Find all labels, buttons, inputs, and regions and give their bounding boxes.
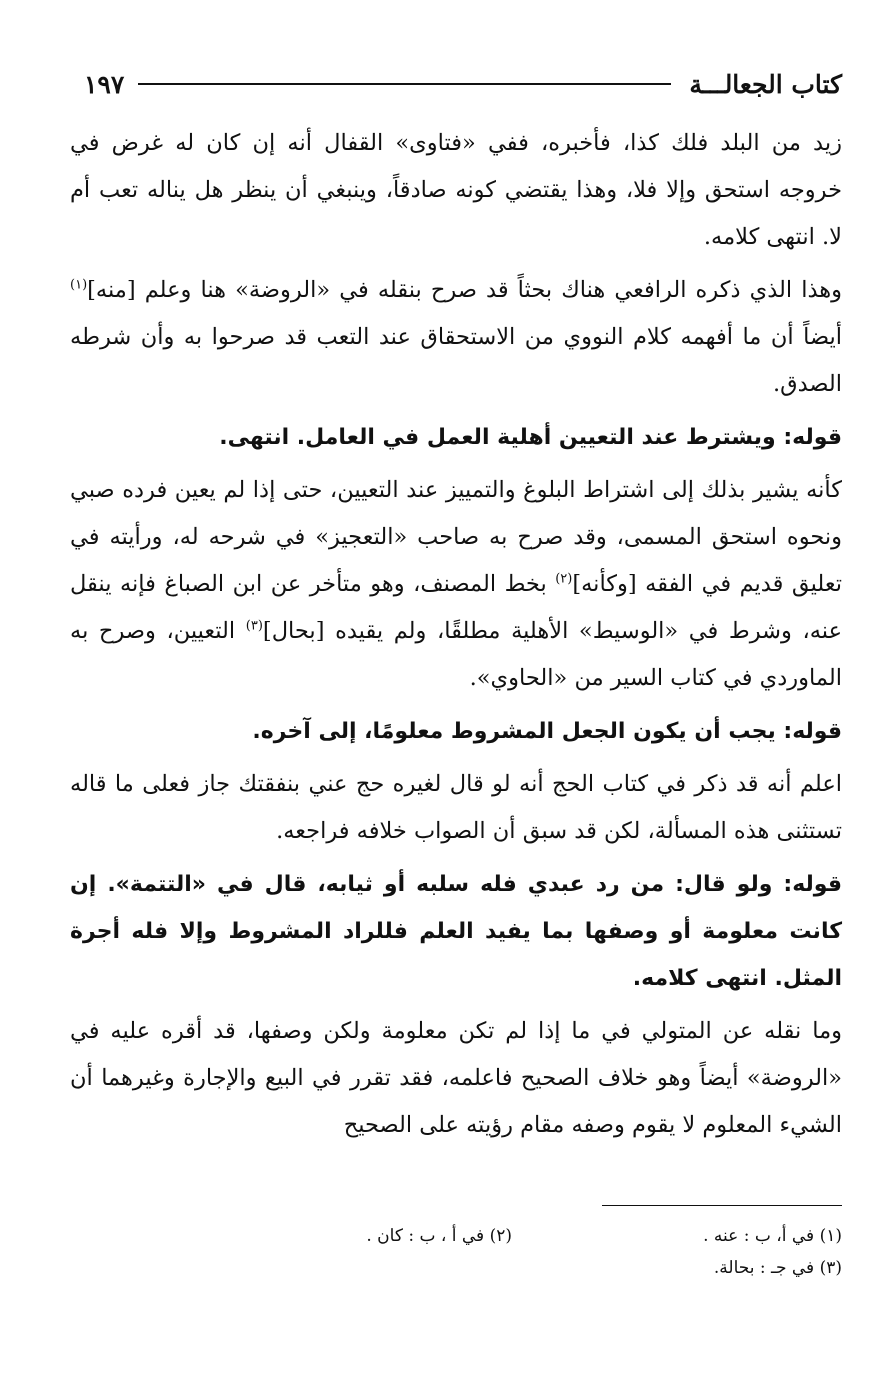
paragraph-text: أيضاً أن ما أفهمه كلام النووي من الاستحقاق عند التعب قد صرحوا به وأن شرطه الصدق.	[70, 324, 842, 397]
running-title: كتاب الجعالـــة	[689, 69, 842, 99]
footnote-2: (٢) في أ ، ب : كان .	[366, 1226, 512, 1246]
footnote-ref-3: (٣)	[245, 618, 263, 634]
paragraph-text: قوله: ولو قال: من رد عبدي فله سلبه أو ثيابه، قال في «التتمة». إن كانت معلومة أو وصفها بما يفيد العلم فللراد المشروط وإلا فله أجرة المثل. انتهى كلامه.	[70, 872, 842, 991]
paragraph-text: اعلم أنه قد ذكر في كتاب الحج أنه لو قال لغيره حج عني بنفقتك جاز فعلى ما قاله تستثنى هذه المسألة، لكن قد سبق أن الصواب خلافه فراجعه.	[70, 771, 842, 844]
footnote-ref-2: (٢)	[555, 571, 573, 587]
paragraph-text: كأنه يشير بذلك إلى اشتراط البلوغ والتمييز عند التعيين، حتى إذا لم يعين فرده صبي ونحوه استحق المسمى، وقد صرح به صاحب «التعجيز» في شرحه له، ورأيته في تعليق قديم في الفقه [وكأنه]	[70, 477, 842, 597]
paragraph-1	[70, 120, 842, 261]
page-number: ١٩٧	[84, 69, 125, 99]
footnotes	[70, 1205, 842, 1284]
header-rule	[138, 83, 671, 85]
footnote-ref-1: (١)	[70, 277, 88, 293]
footnote-rule	[602, 1205, 842, 1206]
paragraph-text: وهذا الذي ذكره الرافعي هناك بحثاً قد صرح بنقله في «الروضة» هنا وعلم [منه]	[87, 277, 842, 303]
footnote-3: (٣) في جـ : بحالة.	[713, 1258, 842, 1278]
paragraph-3	[70, 467, 842, 702]
quoted-heading-1	[70, 414, 842, 461]
paragraph-text: التعيين، وصرح به الماوردي في كتاب السير من «الحاوي».	[70, 618, 842, 691]
quoted-heading-3	[70, 861, 842, 1002]
paragraph-text: زيد من البلد فلك كذا، فأخبره، ففي «فتاوى» القفال أنه إن كان له غرض في خروجه استحق وإلا فلا، وهذا يقتضي كونه صادقاً، وينبغي أن ينظر هل يناله تعب أم لا. انتهى كلامه.	[70, 130, 842, 250]
footnote-row-1	[70, 1220, 842, 1252]
paragraph-text: قوله: ويشترط عند التعيين أهلية العمل في العامل. انتهى.	[219, 425, 842, 450]
page-body	[70, 120, 842, 1149]
paragraph-4	[70, 761, 842, 855]
book-page	[70, 62, 842, 1155]
paragraph-5	[70, 1008, 842, 1149]
paragraph-2	[70, 267, 842, 408]
quoted-heading-2	[70, 708, 842, 755]
paragraph-text: وما نقله عن المتولي في ما إذا لم تكن معلومة ولكن وصفها، قد أقره عليه في «الروضة» أيضاً وهو خلاف الصحيح فاعلمه، فقد تقرر في البيع والإجارة وغيرهما أن الشيء المعلوم لا يقوم وصفه مقام رؤيته على الصحيح	[70, 1018, 842, 1138]
paragraph-text: قوله: يجب أن يكون الجعل المشروط معلومًا، إلى آخره.	[252, 719, 842, 744]
running-header	[70, 62, 842, 106]
paragraph-text: بخط المصنف، وهو متأخر عن ابن الصباغ فإنه ينقل عنه، وشرط في «الوسيط» الأهلية مطلقًا، ولم يقيده [بحال]	[70, 571, 842, 644]
footnote-1: (١) في أ، ب : عنه .	[703, 1226, 842, 1246]
footnote-row-2	[70, 1252, 842, 1284]
